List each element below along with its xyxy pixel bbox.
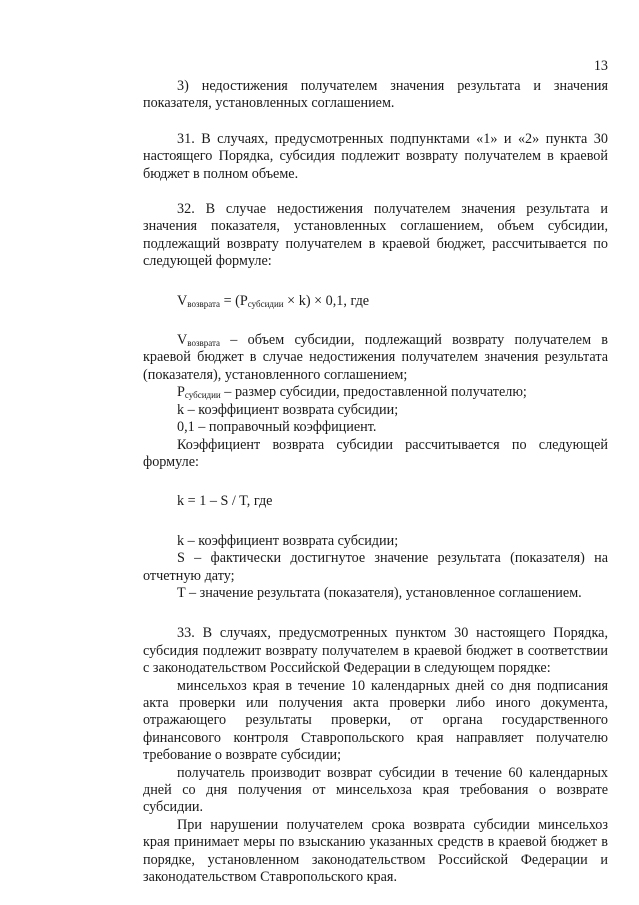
document-body <box>143 78 608 886</box>
definition-correction: 0,1 – поправочный коэффициент. <box>177 419 377 436</box>
definition-p-text: – размер субсидии, предоставленной получателю; <box>220 384 527 401</box>
paragraph-violation: При нарушении получателем срока возврата субсидии минсельхоз края принимает меры по взысканию указанных средств в краевой бюджет в порядке, установленном законодательством Российской Федерации и законодательством Ставропольского края. <box>143 816 608 886</box>
definition-p-subscript: субсидии <box>184 390 221 401</box>
definition-v <box>143 332 608 384</box>
paragraph-31: 31. В случаях, предусмотренных подпунктами «1» и «2» пункта 30 настоящего Порядка, субсидия подлежит возврату получателем в краевой бюджет в полном объеме. <box>143 130 608 182</box>
paragraph-33-a: минсельхоз края в течение 10 календарных дней со дня подписания акта проверки или получения акта проверки либо иного документа, отражающего результаты проверки, от органа государственного финансового контроля Ставропольского края направляет получателю требование о возврате субсидии; <box>143 677 608 764</box>
definition-v-symbol: V <box>177 332 188 349</box>
formula-subscript-subsidy: субсидии <box>247 298 284 309</box>
paragraph-coefficient: Коэффициент возврата субсидии рассчитывается по следующей формуле: <box>143 436 608 470</box>
definition-k: k – коэффициент возврата субсидии; <box>177 401 399 418</box>
formula-k: k = 1 – S / T, где <box>177 493 273 510</box>
definition-p-symbol: P <box>177 384 185 401</box>
definition-s: S – фактически достигнутое значение результата (показателя) на отчетную дату; <box>143 550 608 584</box>
definition-v-subscript: возврата <box>187 338 221 349</box>
definition-t: T – значение результата (показателя), установленное соглашением. <box>177 584 582 601</box>
formula-v-return <box>143 293 608 310</box>
paragraph-32: 32. В случае недостижения получателем значения результата и значения показателя, установленных соглашением, объем субсидии, подлежащий возврату получателем в краевой бюджет, рассчитывается по следующей формуле: <box>143 201 608 270</box>
paragraph-33-b: получатель производит возврат субсидии в течение 60 календарных дней со дня получения от минсельхоза края требования о возврате субсидии. <box>143 764 608 816</box>
formula-symbol-v: V <box>177 292 188 309</box>
formula-eq: = (P <box>220 292 248 309</box>
paragraph-33: 33. В случаях, предусмотренных пунктом 30 настоящего Порядка, субсидия подлежит возврату получателем в краевой бюджет в соответствии с законодательством Российской Федерации в следующем порядке: <box>143 625 608 677</box>
definition-p <box>143 384 608 401</box>
paragraph-item-3: 3) недостижения получателем значения результата и значения показателя, установленных соглашением. <box>143 78 608 112</box>
definition-k-2: k – коэффициент возврата субсидии; <box>177 532 399 549</box>
page-number: 13 <box>593 58 608 74</box>
formula-rest: × k) × 0,1, где <box>283 292 370 309</box>
definition-v-text: – объем субсидии, подлежащий возврату получателем в краевой бюджет в случае недостижения получателем значения результата (показателя), установленного соглашением; <box>143 332 608 383</box>
formula-subscript-return: возврата <box>187 298 221 309</box>
